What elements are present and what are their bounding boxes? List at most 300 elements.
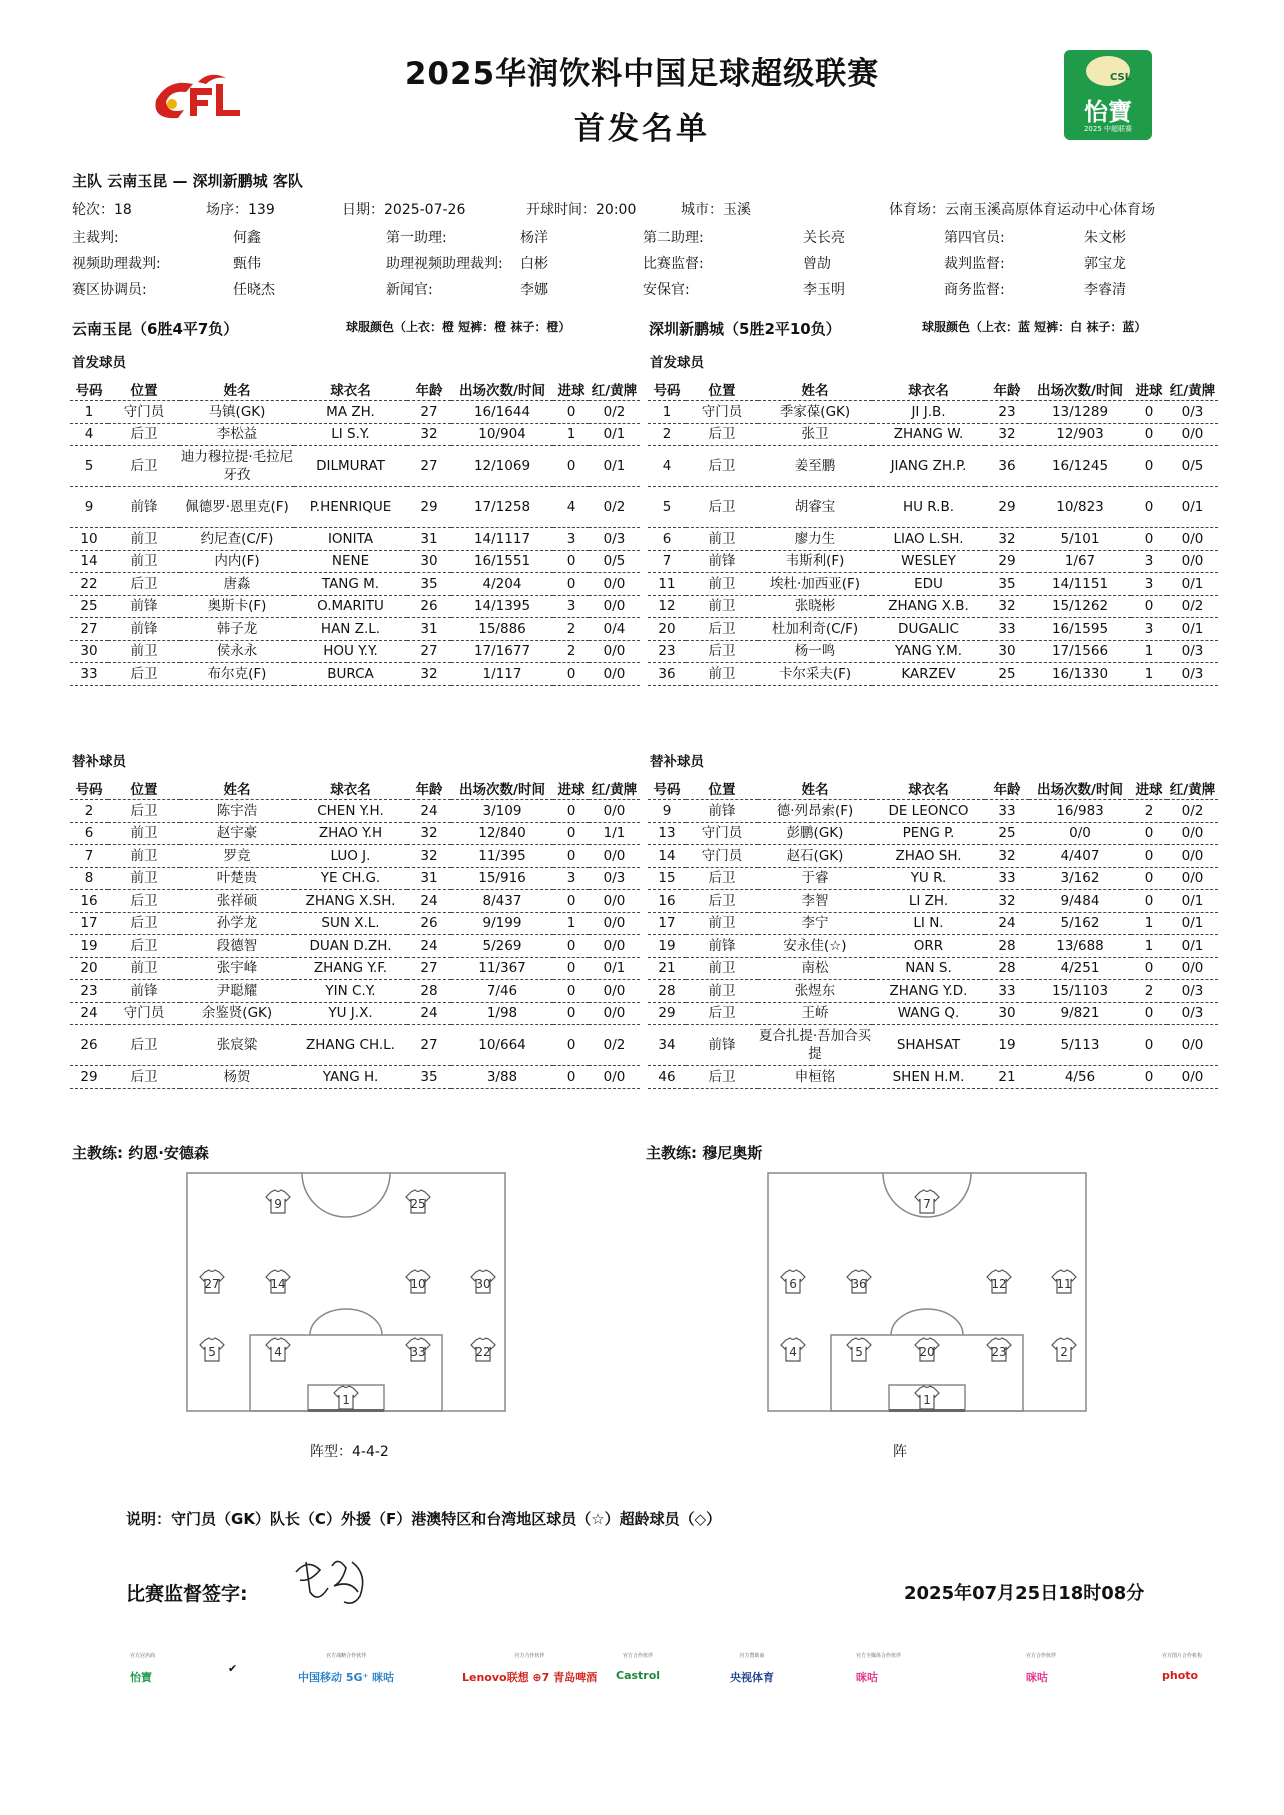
table-cell: 前锋: [686, 1025, 758, 1066]
away-subs-title: 替补球员: [650, 754, 704, 770]
table-row: [70, 528, 640, 551]
table-cell: 约尼查(C/F): [180, 528, 294, 551]
table-cell: 27: [407, 1025, 451, 1066]
sponsor-caption: 官方战略合作伙伴: [326, 1653, 367, 1659]
table-cell: SHEN H.M.: [872, 1066, 985, 1089]
away-subs-table: [648, 777, 1218, 1089]
table-cell: 后卫: [686, 890, 758, 913]
column-header: 出场次数/时间: [451, 777, 553, 800]
table-cell: 0: [553, 935, 589, 958]
table-cell: 后卫: [686, 1002, 758, 1025]
table-cell: O.MARITU: [294, 595, 407, 618]
table-cell: 前锋: [108, 618, 180, 641]
column-header: 号码: [648, 378, 686, 401]
player-shirt-number: 1: [342, 1393, 350, 1407]
home-formation: 阵型：4-4-2: [310, 1444, 389, 1460]
table-row: [70, 640, 640, 663]
home-starters-title: 首发球员: [72, 355, 126, 371]
table-cell: 32: [985, 845, 1029, 868]
table-cell: 埃杜·加西亚(F): [758, 573, 872, 596]
table-cell: 0/1: [1167, 618, 1218, 641]
table-cell: 0/0: [589, 595, 640, 618]
kickoff-time: 开球时间：20:00: [526, 202, 637, 218]
table-cell: 0: [1131, 822, 1167, 845]
column-header: 进球: [553, 777, 589, 800]
table-cell: 3: [553, 595, 589, 618]
column-header: 球衣名: [872, 777, 985, 800]
table-cell: 后卫: [686, 1066, 758, 1089]
table-cell: 前卫: [108, 867, 180, 890]
player-shirt-icon: [334, 1386, 358, 1409]
table-row: [70, 800, 640, 823]
table-cell: 19: [70, 935, 108, 958]
table-cell: 前卫: [686, 912, 758, 935]
official-label: 比赛监督:: [643, 256, 704, 272]
table-cell: TANG M.: [294, 573, 407, 596]
table-cell: 33: [985, 618, 1029, 641]
table-cell: 29: [407, 487, 451, 528]
home-coach: 主教练: 约恩·安德森: [72, 1144, 209, 1162]
player-shirt-number: 4: [789, 1345, 797, 1359]
table-cell: 0: [1131, 423, 1167, 446]
table-cell: 赵石(GK): [758, 845, 872, 868]
home-team-name: 云南玉昆（6胜4平7负）: [72, 320, 239, 338]
table-cell: 0/0: [589, 890, 640, 913]
table-cell: 前卫: [108, 845, 180, 868]
table-cell: 0/3: [589, 867, 640, 890]
table-cell: 0/1: [589, 423, 640, 446]
table-row: [70, 573, 640, 596]
sponsor-logo: [228, 1652, 237, 1675]
sponsor-logo: [730, 1652, 774, 1685]
sponsor-name: 怡寶: [130, 1671, 152, 1684]
table-cell: 33: [985, 800, 1029, 823]
away-coach: 主教练: 穆尼奥斯: [646, 1144, 763, 1162]
table-cell: 31: [407, 867, 451, 890]
table-row: [70, 845, 640, 868]
table-cell: 前卫: [108, 550, 180, 573]
table-cell: 32: [985, 890, 1029, 913]
table-cell: 0: [1131, 446, 1167, 487]
table-cell: 4/251: [1029, 957, 1131, 980]
column-header: 姓名: [180, 378, 294, 401]
table-cell: 0/0: [589, 845, 640, 868]
sponsor-caption: 官方合作伙伴: [623, 1653, 654, 1659]
table-cell: 16/1330: [1029, 663, 1131, 686]
table-cell: 8: [70, 867, 108, 890]
table-row: [648, 663, 1218, 686]
table-cell: 25: [985, 822, 1029, 845]
table-cell: 0/2: [1167, 595, 1218, 618]
table-cell: 前锋: [686, 800, 758, 823]
table-cell: 17: [70, 912, 108, 935]
official-name: 任晓杰: [233, 282, 275, 298]
table-cell: CHEN Y.H.: [294, 800, 407, 823]
table-cell: 28: [407, 980, 451, 1003]
table-cell: 13/688: [1029, 935, 1131, 958]
page-title: 2025华润饮料中国足球超级联赛: [404, 56, 880, 92]
table-row: [648, 550, 1218, 573]
table-row: [70, 957, 640, 980]
table-cell: 2: [648, 423, 686, 446]
table-cell: 17/1258: [451, 487, 553, 528]
away-kit-colors: 球服颜色（上衣：蓝 短裤：白 袜子：蓝）: [922, 320, 1147, 334]
table-cell: 张晓彬: [758, 595, 872, 618]
sponsor-logo: [130, 1652, 155, 1685]
table-cell: 30: [985, 640, 1029, 663]
table-cell: 守门员: [686, 845, 758, 868]
player-shirt-number: 10: [410, 1277, 426, 1291]
table-cell: NAN S.: [872, 957, 985, 980]
table-cell: 0/0: [589, 1002, 640, 1025]
table-cell: 前卫: [686, 980, 758, 1003]
official-label: 新闻官:: [386, 282, 433, 298]
table-cell: 后卫: [686, 423, 758, 446]
sponsor-name: 中国移动 5G⁺ 咪咕: [298, 1671, 395, 1684]
table-cell: 罗竞: [180, 845, 294, 868]
table-cell: 0: [1131, 595, 1167, 618]
table-cell: 前卫: [108, 640, 180, 663]
column-header: 进球: [1131, 777, 1167, 800]
table-cell: 卡尔采夫(F): [758, 663, 872, 686]
table-row: [70, 1066, 640, 1089]
table-cell: 前锋: [686, 550, 758, 573]
official-name: 杨洋: [520, 230, 548, 246]
player-shirt-icon: [915, 1190, 939, 1213]
table-cell: HOU Y.Y.: [294, 640, 407, 663]
table-cell: 廖力生: [758, 528, 872, 551]
table-cell: 尹聪耀: [180, 980, 294, 1003]
table-cell: 德·列昂索(F): [758, 800, 872, 823]
player-shirt-number: 30: [475, 1277, 491, 1291]
table-cell: YE CH.G.: [294, 867, 407, 890]
table-cell: 20: [648, 618, 686, 641]
table-cell: 1/117: [451, 663, 553, 686]
table-cell: ZHANG X.B.: [872, 595, 985, 618]
table-cell: 0/0: [589, 573, 640, 596]
table-cell: 0: [553, 663, 589, 686]
table-cell: 1: [1131, 663, 1167, 686]
table-cell: 0/2: [1167, 800, 1218, 823]
table-cell: 迪力穆拉提·毛拉尼牙孜: [180, 446, 294, 487]
table-cell: 0/0: [1167, 1066, 1218, 1089]
table-cell: 35: [985, 573, 1029, 596]
table-row: [70, 446, 640, 487]
player-shirt-number: 20: [919, 1345, 935, 1359]
table-cell: 奥斯卡(F): [180, 595, 294, 618]
player-shirt-icon: [471, 1270, 495, 1293]
column-header: 出场次数/时间: [451, 378, 553, 401]
column-header: 位置: [108, 378, 180, 401]
table-cell: 29: [70, 1066, 108, 1089]
center-circle: [302, 1173, 390, 1217]
table-cell: 0/0: [589, 800, 640, 823]
table-cell: 0/0: [1029, 822, 1131, 845]
player-shirt-number: 36: [851, 1277, 867, 1291]
official-name: 郭宝龙: [1084, 256, 1126, 272]
table-cell: 33: [985, 867, 1029, 890]
player-shirt-icon: [915, 1338, 939, 1361]
sponsor-name: Castrol: [616, 1669, 661, 1682]
table-cell: 27: [70, 618, 108, 641]
table-cell: 29: [648, 1002, 686, 1025]
table-cell: 张祥硕: [180, 890, 294, 913]
table-cell: 前卫: [108, 822, 180, 845]
table-cell: 0/0: [589, 980, 640, 1003]
table-cell: 0: [553, 957, 589, 980]
table-cell: ZHAO Y.H: [294, 822, 407, 845]
table-row: [648, 912, 1218, 935]
player-shirt-number: 23: [991, 1345, 1007, 1359]
sponsor-caption: 官方全媒体合作伙伴: [856, 1653, 902, 1659]
table-cell: 15/886: [451, 618, 553, 641]
table-cell: 32: [407, 845, 451, 868]
official-name: 李玉明: [803, 282, 845, 298]
table-cell: 后卫: [108, 423, 180, 446]
stadium: 体育场：云南玉溪高原体育运动中心体育场: [889, 202, 1155, 218]
player-shirt-number: 6: [789, 1277, 797, 1291]
page-subtitle: 首发名单: [574, 111, 710, 147]
table-row: [648, 845, 1218, 868]
away-team-name: 深圳新鹏城（5胜2平10负）: [649, 320, 841, 338]
table-cell: 30: [407, 550, 451, 573]
table-cell: 2: [70, 800, 108, 823]
official-label: 第四官员:: [944, 230, 1005, 246]
player-shirt-icon: [915, 1386, 939, 1409]
table-cell: 24: [70, 1002, 108, 1025]
table-cell: 0/2: [589, 1025, 640, 1066]
player-shirt-icon: [987, 1338, 1011, 1361]
official-label: 商务监督:: [944, 282, 1005, 298]
table-cell: 13/1289: [1029, 401, 1131, 424]
table-cell: 0/0: [1167, 528, 1218, 551]
table-row: [70, 423, 640, 446]
table-cell: 4: [553, 487, 589, 528]
table-cell: LI ZH.: [872, 890, 985, 913]
match-date: 日期：2025-07-26: [342, 202, 466, 218]
column-header: 进球: [1131, 378, 1167, 401]
table-cell: 陈宇浩: [180, 800, 294, 823]
table-cell: 前锋: [108, 595, 180, 618]
table-cell: DE LEONCO: [872, 800, 985, 823]
table-cell: 守门员: [108, 401, 180, 424]
table-cell: 后卫: [108, 1066, 180, 1089]
table-cell: 马镇(GK): [180, 401, 294, 424]
penalty-arc: [310, 1309, 382, 1335]
table-cell: 32: [985, 595, 1029, 618]
table-cell: 余鉴贤(GK): [180, 1002, 294, 1025]
column-header: 出场次数/时间: [1029, 378, 1131, 401]
match-line: 主队 云南玉昆 — 深圳新鹏城 客队: [72, 172, 303, 190]
table-cell: 段德智: [180, 935, 294, 958]
column-header: 年龄: [985, 777, 1029, 800]
table-cell: 季家葆(GK): [758, 401, 872, 424]
table-cell: BURCA: [294, 663, 407, 686]
table-cell: HAN Z.L.: [294, 618, 407, 641]
table-cell: 0: [553, 1002, 589, 1025]
table-cell: 6: [70, 822, 108, 845]
table-cell: 9/199: [451, 912, 553, 935]
table-row: [648, 618, 1218, 641]
sponsor-name: 央视体育: [730, 1671, 774, 1684]
table-cell: 后卫: [686, 446, 758, 487]
table-cell: YANG H.: [294, 1066, 407, 1089]
table-cell: 佩德罗·恩里克(F): [180, 487, 294, 528]
table-cell: 1: [1131, 935, 1167, 958]
table-cell: 张宸粱: [180, 1025, 294, 1066]
table-cell: 0/0: [589, 640, 640, 663]
table-cell: 9: [648, 800, 686, 823]
table-cell: 安永佳(☆): [758, 935, 872, 958]
table-cell: LI S.Y.: [294, 423, 407, 446]
sponsor-name: ✔: [228, 1662, 238, 1675]
table-cell: 前卫: [108, 528, 180, 551]
official-name: 曾劼: [803, 256, 831, 272]
table-row: [648, 867, 1218, 890]
table-cell: 0/1: [1167, 890, 1218, 913]
table-cell: 14: [70, 550, 108, 573]
table-cell: 李宁: [758, 912, 872, 935]
sponsor-logo: [462, 1652, 597, 1685]
table-cell: 0/1: [589, 446, 640, 487]
table-cell: 7/46: [451, 980, 553, 1003]
table-cell: 5/101: [1029, 528, 1131, 551]
table-cell: JI J.B.: [872, 401, 985, 424]
column-header: 球衣名: [294, 378, 407, 401]
table-cell: 29: [985, 487, 1029, 528]
table-cell: 0/0: [1167, 1025, 1218, 1066]
column-header: 球衣名: [294, 777, 407, 800]
table-cell: HU R.B.: [872, 487, 985, 528]
table-cell: 21: [985, 1066, 1029, 1089]
table-cell: 7: [70, 845, 108, 868]
table-header-row: [648, 378, 1218, 401]
table-cell: WANG Q.: [872, 1002, 985, 1025]
table-cell: 31: [407, 618, 451, 641]
sponsor-caption: 官方冠名商: [130, 1653, 156, 1659]
table-cell: 王峤: [758, 1002, 872, 1025]
home-formation-pitch: [186, 1172, 506, 1412]
table-cell: 后卫: [108, 1025, 180, 1066]
game-number: 场序：139: [206, 202, 275, 218]
official-label: 主裁判:: [72, 230, 119, 246]
table-cell: 0/3: [1167, 1002, 1218, 1025]
table-cell: WESLEY: [872, 550, 985, 573]
table-cell: 李松益: [180, 423, 294, 446]
column-header: 姓名: [180, 777, 294, 800]
table-cell: ZHANG Y.F.: [294, 957, 407, 980]
home-starters-table: [70, 378, 640, 686]
table-cell: 31: [407, 528, 451, 551]
table-cell: 1/98: [451, 1002, 553, 1025]
table-cell: 11/395: [451, 845, 553, 868]
table-cell: 0: [1131, 487, 1167, 528]
table-cell: 23: [70, 980, 108, 1003]
table-cell: 0/0: [589, 912, 640, 935]
table-cell: 32: [985, 423, 1029, 446]
table-cell: 24: [407, 800, 451, 823]
table-cell: PENG P.: [872, 822, 985, 845]
official-name: 关长亮: [803, 230, 845, 246]
table-cell: 0: [553, 1066, 589, 1089]
table-cell: 1: [1131, 640, 1167, 663]
table-row: [648, 423, 1218, 446]
table-cell: 35: [407, 573, 451, 596]
table-cell: ORR: [872, 935, 985, 958]
table-cell: 15: [648, 867, 686, 890]
table-row: [648, 980, 1218, 1003]
table-cell: 13: [648, 822, 686, 845]
table-cell: ZHANG X.SH.: [294, 890, 407, 913]
table-cell: 0/1: [1167, 912, 1218, 935]
table-cell: 9/821: [1029, 1002, 1131, 1025]
supervisor-signature: [288, 1552, 388, 1610]
column-header: 红/黄牌: [1167, 777, 1218, 800]
official-label: 裁判监督:: [944, 256, 1005, 272]
table-row: [648, 446, 1218, 487]
table-cell: 于睿: [758, 867, 872, 890]
table-cell: 36: [985, 446, 1029, 487]
table-cell: ZHANG W.: [872, 423, 985, 446]
official-name: 白彬: [520, 256, 548, 272]
table-cell: 9/484: [1029, 890, 1131, 913]
table-cell: 27: [407, 640, 451, 663]
sponsor-caption: 官方图片合作机构: [1162, 1653, 1203, 1659]
table-cell: 12/840: [451, 822, 553, 845]
table-cell: SUN X.L.: [294, 912, 407, 935]
table-cell: 16/1595: [1029, 618, 1131, 641]
table-cell: 5/269: [451, 935, 553, 958]
player-shirt-icon: [471, 1338, 495, 1361]
table-cell: 李智: [758, 890, 872, 913]
sponsor-name: photo: [1162, 1669, 1199, 1682]
table-cell: 22: [70, 573, 108, 596]
table-cell: NENE: [294, 550, 407, 573]
table-cell: 3/162: [1029, 867, 1131, 890]
table-cell: 韦斯利(F): [758, 550, 872, 573]
away-starters-title: 首发球员: [650, 355, 704, 371]
sponsor-caption: 官方赞助商: [739, 1653, 765, 1659]
player-shirt-icon: [266, 1338, 290, 1361]
table-cell: 杜加利奇(C/F): [758, 618, 872, 641]
table-cell: 3: [1131, 618, 1167, 641]
table-cell: 杨贺: [180, 1066, 294, 1089]
sponsor-logo: [298, 1652, 394, 1685]
table-cell: 25: [70, 595, 108, 618]
table-cell: 19: [985, 1025, 1029, 1066]
table-cell: 0/3: [1167, 980, 1218, 1003]
table-cell: 27: [407, 446, 451, 487]
official-label: 第一助理:: [386, 230, 447, 246]
table-cell: 2: [553, 618, 589, 641]
sponsor-logo: [616, 1652, 660, 1682]
table-cell: 后卫: [108, 663, 180, 686]
table-cell: 0: [1131, 890, 1167, 913]
table-cell: 1: [70, 401, 108, 424]
table-cell: 申桓铭: [758, 1066, 872, 1089]
table-cell: 11/367: [451, 957, 553, 980]
sponsor-logo: [856, 1652, 901, 1685]
table-cell: 姜至鹏: [758, 446, 872, 487]
table-cell: 46: [648, 1066, 686, 1089]
player-shirt-number: 12: [991, 1277, 1007, 1291]
table-cell: 9: [70, 487, 108, 528]
home-kit-colors: 球服颜色（上衣：橙 短裤：橙 袜子：橙）: [346, 320, 571, 334]
table-cell: 杨一鸣: [758, 640, 872, 663]
legend-note: 说明：守门员（GK）队长（C）外援（F）港澳特区和台湾地区球员（☆）超龄球员（◇）: [126, 1510, 722, 1528]
table-cell: 0: [553, 550, 589, 573]
table-row: [648, 800, 1218, 823]
